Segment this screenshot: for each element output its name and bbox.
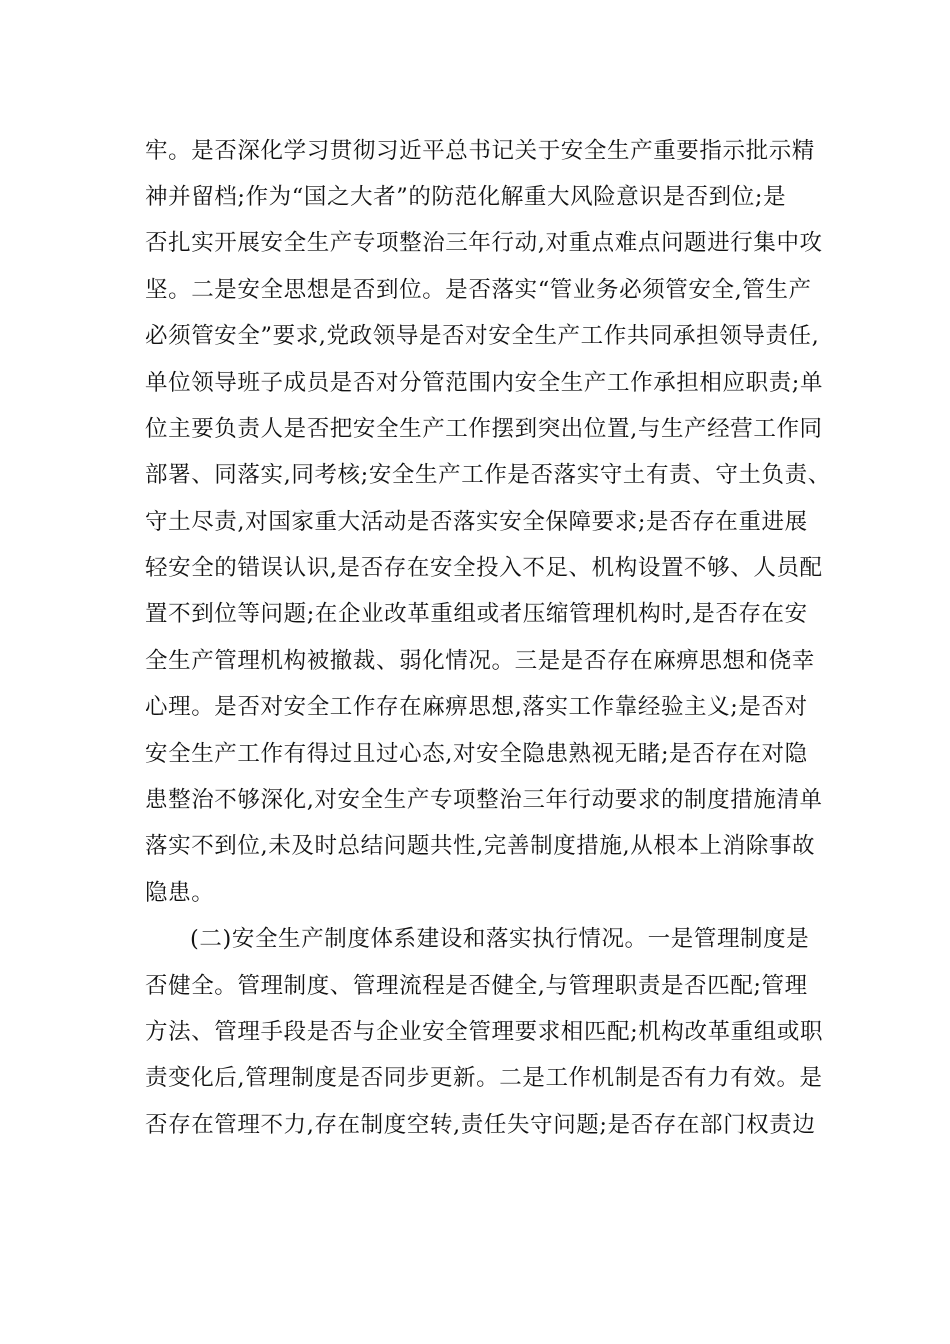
text-line: 患整治不够深化,对安全生产专项整治三年行动要求的制度措施清单 (145, 787, 823, 813)
text-line: 守土尽责,对国家重大活动是否落实安全保障要求;是否存在重进展 (145, 509, 808, 535)
text-line: 落实不到位,未及时总结问题共性,完善制度措施,从根本上消除事故 (145, 833, 816, 859)
text-line: 牢。是否深化学习贯彻习近平总书记关于安全生产重要指示批示精 (145, 138, 815, 164)
text-line: 方法、管理手段是否与企业安全管理要求相匹配;机构改革重组或职 (145, 1019, 824, 1045)
text-line: 否扎实开展安全生产专项整治三年行动,对重点难点问题进行集中攻 (145, 230, 823, 256)
text-line: 全生产管理机构被撤裁、弱化情况。三是是否存在麻痹思想和侥幸 (145, 648, 815, 674)
text-line: 置不到位等问题;在企业改革重组或者压缩管理机构时,是否存在安 (145, 601, 808, 627)
text-line: 位主要负责人是否把安全生产工作摆到突出位置,与生产经营工作同 (145, 416, 823, 442)
text-line: 单位领导班子成员是否对分管范围内安全生产工作承担相应职责;单 (145, 370, 824, 396)
text-line: 安全生产工作有得过且过心态,对安全隐患熟视无睹;是否存在对隐 (145, 741, 808, 767)
text-line: 否存在管理不力,存在制度空转,责任失守问题;是否存在部门权责边 (145, 1112, 816, 1138)
text-line: 隐患。 (145, 880, 215, 906)
text-line: 必须管安全”要求,党政领导是否对安全生产工作共同承担领导责任, (145, 323, 820, 349)
text-line: 坚。二是安全思想是否到位。是否落实“管业务必须管安全,管生产 (145, 277, 812, 303)
section-heading-line: (二)安全生产制度体系建设和落实执行情况。一是管理制度是 (190, 926, 810, 952)
text-line: 轻安全的错误认识,是否存在安全投入不足、机构设置不够、人员配 (145, 555, 823, 581)
text-line: 心理。是否对安全工作存在麻痹思想,落实工作靠经验主义;是否对 (145, 694, 808, 720)
text-line: 否健全。管理制度、管理流程是否健全,与管理职责是否匹配;管理 (145, 973, 808, 999)
text-line: 神并留档;作为“国之大者”的防范化解重大风险意识是否到位;是 (145, 184, 787, 210)
text-line: 责变化后,管理制度是否同步更新。二是工作机制是否有力有效。是 (145, 1065, 823, 1091)
text-line: 部署、同落实,同考核;安全生产工作是否落实守土有责、守土负责、 (145, 462, 831, 488)
